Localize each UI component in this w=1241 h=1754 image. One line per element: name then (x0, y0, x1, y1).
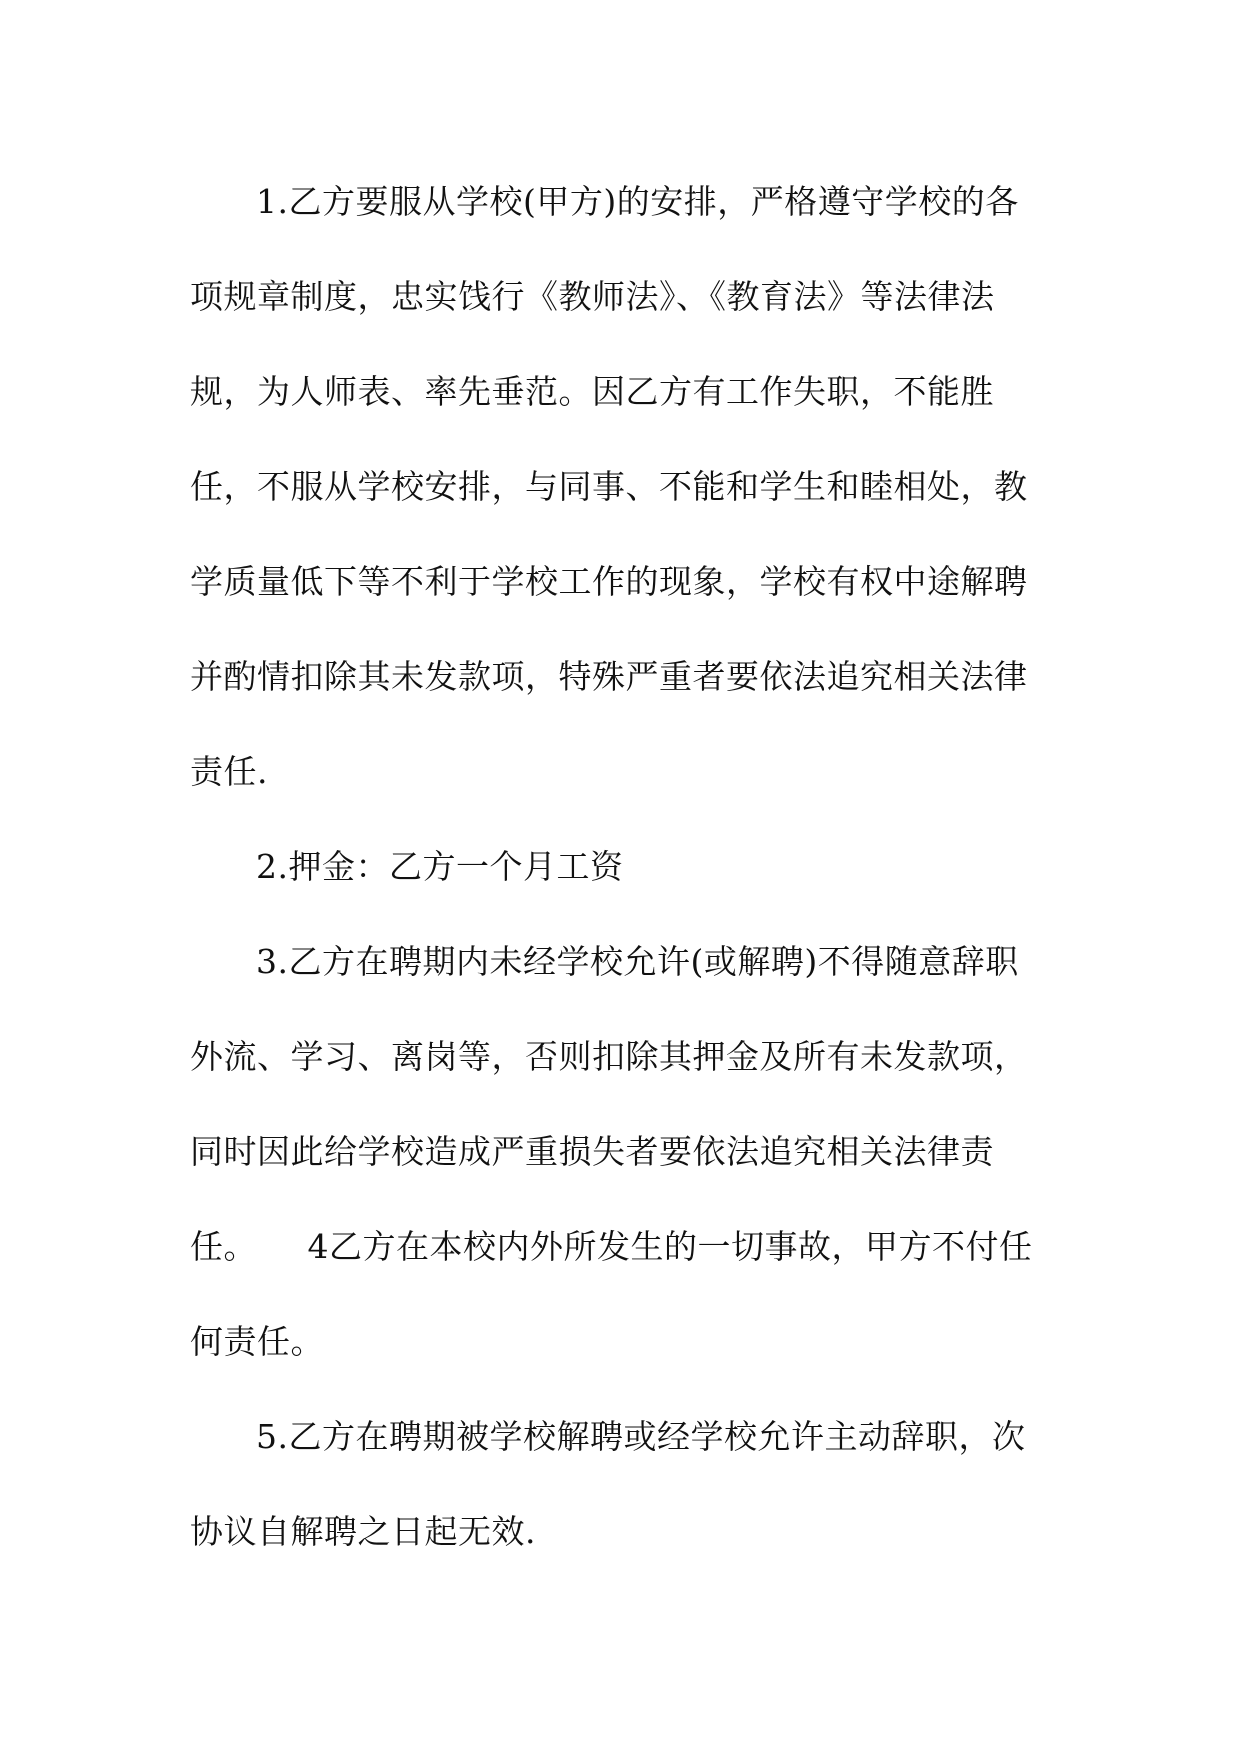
clause-1-line-5: 学质量低下等不利于学校工作的现象，学校有权中途解聘 (190, 562, 1028, 601)
clause-1-line-2: 项规章制度，忠实饯行《教师法》、《教育法》等法律法 (190, 277, 995, 316)
clause-4-line-2: 何责任。 (190, 1322, 324, 1361)
clause-3-line-2: 外流、学习、离岗等，否则扣除其押金及所有未发款项， (190, 1037, 1028, 1076)
clause-5-line-2: 协议自解聘之日起无效. (190, 1512, 536, 1551)
clause-1-line-1: 1.乙方要服从学校(甲方)的安排，严格遵守学校的各 (256, 182, 1019, 221)
clause-1-line-3: 规，为人师表、率先垂范。因乙方有工作失职，不能胜 (190, 372, 994, 411)
clause-3-4-line: 任。 4乙方在本校内外所发生的一切事故，甲方不付任 (190, 1227, 1033, 1266)
clause-2-line-1: 2.押金：乙方一个月工资 (256, 847, 624, 886)
clause-5-line-1: 5.乙方在聘期被学校解聘或经学校允许主动辞职，次 (256, 1417, 1026, 1456)
clause-1-line-4: 任，不服从学校安排，与同事、不能和学生和睦相处，教 (190, 467, 1028, 506)
clause-1-line-6: 并酌情扣除其未发款项，特殊严重者要依法追究相关法律 (190, 657, 1028, 696)
clause-3-line-3: 同时因此给学校造成严重损失者要依法追究相关法律责 (190, 1132, 994, 1171)
clause-3-line-1: 3.乙方在聘期内未经学校允许(或解聘)不得随意辞职 (256, 942, 1019, 981)
clause-1-line-7: 责任. (190, 752, 268, 791)
